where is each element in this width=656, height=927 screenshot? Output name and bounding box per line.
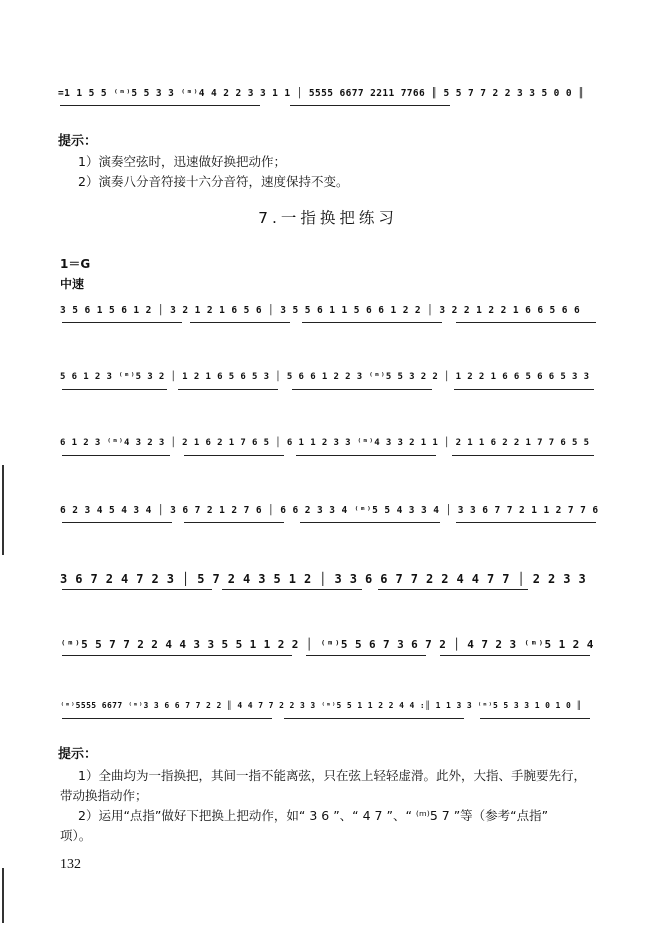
tip-item: 带动换指动作；: [60, 788, 148, 803]
beam: [300, 522, 440, 523]
beam: [62, 455, 170, 456]
score-line: 3 5 6 1 5 6 1 2 │ 3 2 1 2 1 6 5 6 │ 3 5 5 6 1 1 5 6 6 1 2 2 │ 3 2 2 1 2 2 1 6 6 5 6 6: [60, 305, 581, 316]
beam: [302, 322, 442, 323]
beam: [284, 718, 464, 719]
tip-item: 项）。: [60, 828, 92, 843]
score-line: ⁽ᵐ⁾5555 6677 ⁽ᵐ⁾3 3 6 6 7 7 2 2 ║ 4 4 7 7 2 2 3 3 ⁽ᵐ⁾5 5 1 1 2 2 4 4 :║ 1 1 3 3 ⁽ᵐ⁾5 5 3 3 1 0 1 0 ║: [60, 701, 582, 710]
score-line: 5 6 1 2 3 ⁽ᵐ⁾5 3 2 │ 1 2 1 6 5 6 5 3 │ 5 6 6 1 2 2 3 ⁽ᵐ⁾5 5 3 2 2 │ 1 2 2 1 6 6 5 6 6 5 3 3: [60, 372, 590, 382]
tip-item: 2）运用“点指”做好下把换上把动作，如“ 3 6 ”、“ 4 7 ”、“ ⁽ᵐ⁾5 7 ”等（参考“点指”: [78, 808, 549, 823]
beam: [306, 655, 426, 656]
beam: [60, 105, 260, 106]
beam: [62, 389, 167, 390]
beam: [62, 655, 292, 656]
tip-item: 1）全曲均为一指换把，其间一指不能离弦，只在弦上轻轻虚滑。此外，大指、手腕要先行，: [78, 768, 586, 783]
key-signature: 1＝G: [60, 257, 91, 271]
beam: [452, 455, 594, 456]
beam: [184, 522, 284, 523]
score-line: 3 6 7 2 4 7 2 3 │ 5 7 2 4 3 5 1 2 │ 3 3 6 6 7 7 2 2 4 4 7 7 │ 2 2 3 3: [60, 572, 587, 586]
beam: [456, 522, 596, 523]
score-line: 6 2 3 4 5 4 3 4 │ 3 6 7 2 1 2 7 6 │ 6 6 2 3 3 4 ⁽ᵐ⁾5 5 4 3 3 4 │ 3 3 6 7 7 2 1 1 2 7 7 6: [60, 505, 599, 516]
tip-item: 1）演奏空弦时，迅速做好换把动作；: [78, 154, 286, 169]
beam: [62, 322, 182, 323]
tips-heading: 提示：: [58, 747, 98, 762]
beam: [62, 522, 172, 523]
page-number: 132: [60, 857, 81, 872]
beam: [454, 389, 594, 390]
beam: [296, 455, 436, 456]
tempo-marking: 中速: [60, 277, 85, 291]
beam: [222, 589, 362, 590]
beam: [178, 389, 278, 390]
section-title: 7.一指换把练习: [258, 209, 398, 227]
tip-item: 2）演奏八分音符接十六分音符，速度保持不变。: [78, 174, 349, 189]
margin-bar: [2, 868, 4, 923]
margin-bar: [2, 465, 4, 555]
beam: [62, 718, 272, 719]
beam: [290, 105, 450, 106]
beam: [480, 718, 590, 719]
score-line: 6 1 2 3 ⁽ᵐ⁾4 3 2 3 │ 2 1 6 2 1 7 6 5 │ 6 1 1 2 3 3 ⁽ᵐ⁾4 3 3 2 1 1 │ 2 1 1 6 2 2 1 7 7 6 5 5: [60, 438, 590, 448]
beam: [456, 322, 596, 323]
beam: [378, 589, 528, 590]
tips-heading: 提示：: [58, 134, 98, 149]
score-line: ⁽ᵐ⁾5 5 7 7 2 2 4 4 3 3 5 5 1 1 2 2 │ ⁽ᵐ⁾5 5 6 7 3 6 7 2 │ 4 7 2 3 ⁽ᵐ⁾5 1 2 4: [60, 638, 594, 651]
beam: [292, 389, 432, 390]
beam: [184, 455, 284, 456]
beam: [440, 655, 590, 656]
beam: [62, 589, 212, 590]
beam: [190, 322, 290, 323]
score-line-top: =1 1 5 5 ⁽ᵐ⁾5 5 3 3 ⁽ᵐ⁾4 4 2 2 3 3 1 1 │ 5555 6677 2211 7766 ║ 5 5 7 7 2 2 3 3 5 0 0 ║: [58, 88, 585, 99]
